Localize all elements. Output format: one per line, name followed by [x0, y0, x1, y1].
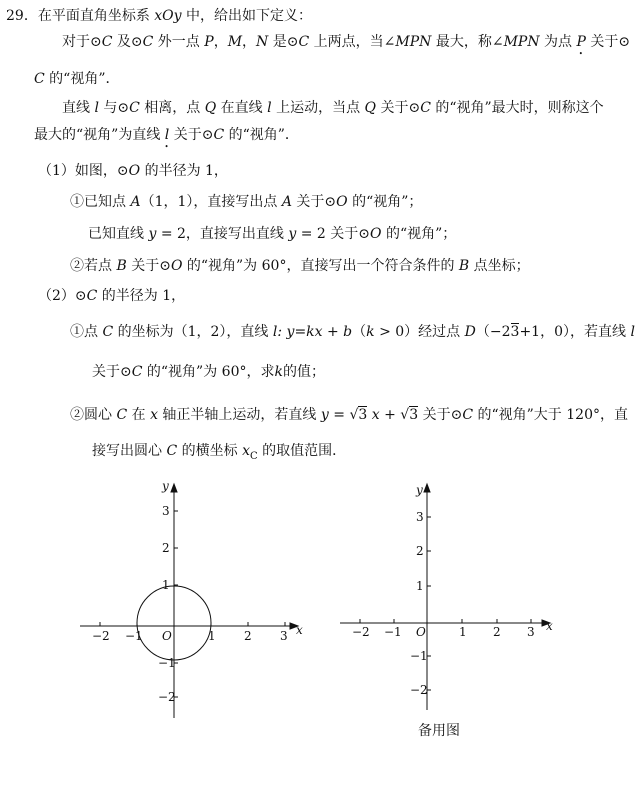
- right-y-tick: −1: [410, 649, 428, 663]
- right-axes: [340, 484, 550, 710]
- definition-line-2: C 的“视角”．: [34, 71, 120, 87]
- right-x-tick: 1: [459, 625, 467, 639]
- part2-question-2: ②圆心 C 在 x 轴正半轴上运动，若直线 y = √3 x + √3 关于⊙C 的“视角”大于 120°，直: [70, 407, 628, 423]
- part1-label: （1）如图，⊙O 的半径为 1，: [38, 163, 228, 179]
- right-y-axis-label: y: [416, 483, 423, 497]
- right-y-tick: 1: [416, 579, 424, 593]
- problem-intro: 29．在平面直角坐标系 xOy 中，给出如下定义：: [6, 8, 313, 24]
- left-x-axis-label: x: [296, 623, 303, 637]
- left-x-tick: −1: [125, 629, 143, 643]
- right-x-axis-label: x: [546, 619, 553, 633]
- left-x-tick: 3: [280, 629, 288, 643]
- left-y-axis-label: y: [162, 479, 169, 493]
- left-x-tick: −2: [92, 629, 110, 643]
- right-x-tick: −1: [384, 625, 402, 639]
- left-origin-label: O: [162, 629, 172, 643]
- left-y-tick: 3: [162, 504, 170, 518]
- left-x-tick: 2: [244, 629, 252, 643]
- backup-figure-caption: 备用图: [418, 723, 460, 739]
- left-y-tick: −2: [158, 690, 176, 704]
- left-y-tick: −1: [158, 656, 176, 670]
- right-x-tick: 3: [527, 625, 535, 639]
- part2-question-1: ①点 C 的坐标为（1，2），直线 l: y=kx + b（k > 0）经过点 D（−23+1，0），若直线 l: [70, 324, 635, 340]
- definition-line-4: 最大的“视角”为直线 l 关于⊙C 的“视角”．: [34, 127, 299, 143]
- right-y-tick: −2: [410, 683, 428, 697]
- left-y-tick: 2: [162, 541, 170, 555]
- right-coordinate-figure: [330, 478, 560, 738]
- part1-question-1b: 已知直线 y = 2，直接写出直线 y = 2 关于⊙O 的“视角”；: [88, 226, 457, 242]
- definition-line-1: 对于⊙C 及⊙C 外一点 P，M，N 是⊙C 上两点，当∠MPN 最大，称∠MPN 为点 P 关于⊙: [62, 34, 631, 50]
- left-axes: [80, 484, 298, 718]
- problem-number: 29．: [6, 8, 38, 24]
- right-origin-label: O: [416, 625, 426, 639]
- right-x-tick: −2: [352, 625, 370, 639]
- right-x-tick: 2: [493, 625, 501, 639]
- right-y-tick: 3: [416, 510, 424, 524]
- part2-question-1b: 关于⊙C 的“视角”为 60°，求k的值；: [92, 364, 325, 380]
- right-y-tick: 2: [416, 544, 424, 558]
- left-y-tick: 1: [162, 578, 170, 592]
- left-x-tick: 1: [208, 629, 216, 643]
- definition-line-3: 直线 l 与⊙C 相离，点 Q 在直线 l 上运动，当点 Q 关于⊙C 的“视角”最大时，则称这个: [62, 100, 604, 116]
- part1-question-1: ①已知点 A（1，1），直接写出点 A 关于⊙O 的“视角”；: [70, 194, 423, 210]
- part2-question-2b: 接写出圆心 C 的横坐标 $x_C$ 的取值范围．: [92, 443, 347, 462]
- part2-label: （2）⊙C 的半径为 1，: [38, 288, 186, 304]
- part1-question-2: ②若点 B 关于⊙O 的“视角”为 60°，直接写出一个符合条件的 B 点坐标；: [70, 258, 530, 274]
- left-coordinate-figure: [70, 478, 310, 728]
